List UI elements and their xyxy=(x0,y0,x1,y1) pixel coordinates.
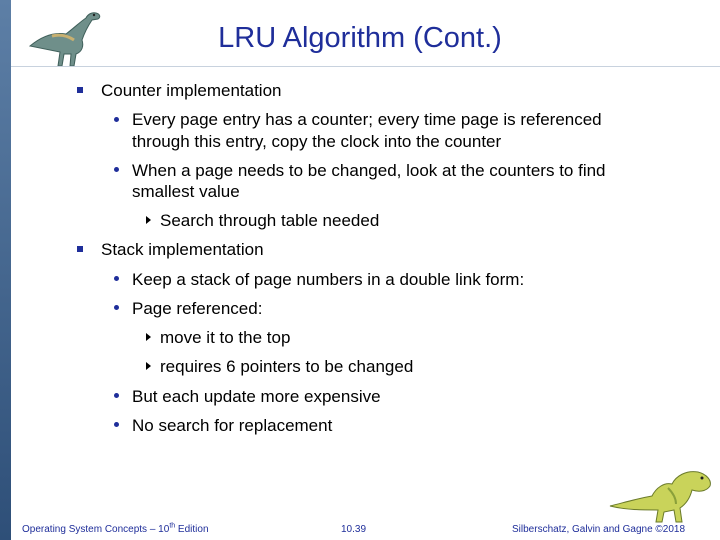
stack-sub2: requires 6 pointers to be changed xyxy=(160,357,414,376)
stack-bullet3: But each update more expensive xyxy=(132,387,381,406)
triangle-bullet-icon xyxy=(146,362,151,370)
counter-bullet2-line1: When a page needs to be changed, look at the counters to find xyxy=(132,161,606,180)
round-bullet-icon xyxy=(114,117,119,122)
footer-page-number: 10.39 xyxy=(341,524,367,535)
stack-bullet1: Keep a stack of page numbers in a double link form: xyxy=(132,270,525,289)
footer-book-title: Operating System Concepts – 10th Edition xyxy=(22,522,209,535)
square-bullet-icon xyxy=(77,246,83,252)
counter-sub1: Search through table needed xyxy=(160,211,380,230)
round-bullet-icon xyxy=(114,305,119,310)
stack-heading: Stack implementation xyxy=(101,240,264,259)
square-bullet-icon xyxy=(77,87,83,93)
counter-bullet1-line2: through this entry, copy the clock into the counter xyxy=(132,132,502,151)
counter-bullet2-line2: smallest value xyxy=(132,182,240,201)
round-bullet-icon xyxy=(114,422,119,427)
round-bullet-icon xyxy=(114,393,119,398)
triangle-bullet-icon xyxy=(146,333,151,341)
counter-bullet1-line1: Every page entry has a counter; every time page is referenced xyxy=(132,110,602,129)
slide-title: LRU Algorithm (Cont.) xyxy=(218,22,502,54)
dinosaur-bottom-icon xyxy=(606,462,716,526)
stack-bullet2: Page referenced: xyxy=(132,299,263,318)
counter-heading: Counter implementation xyxy=(101,81,282,100)
footer-copyright: Silberschatz, Galvin and Gagne ©2018 xyxy=(512,524,686,535)
title-divider xyxy=(11,66,720,67)
round-bullet-icon xyxy=(114,276,119,281)
round-bullet-icon xyxy=(114,167,119,172)
stack-bullet4: No search for replacement xyxy=(132,416,333,435)
triangle-bullet-icon xyxy=(146,216,151,224)
left-color-band xyxy=(0,0,11,540)
stack-sub1: move it to the top xyxy=(160,328,291,347)
